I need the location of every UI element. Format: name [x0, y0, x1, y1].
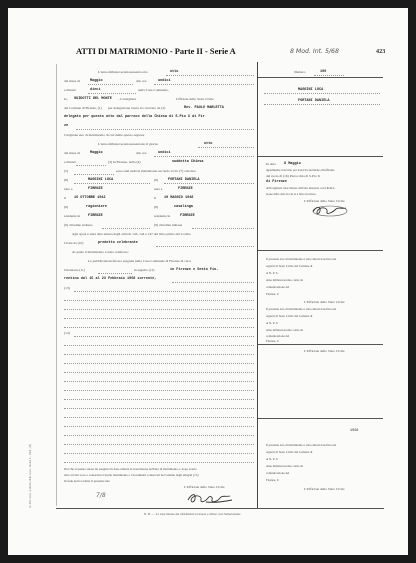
document-title: ATTI DI MATRIMONIO - Parte II - Serie A: [76, 47, 236, 56]
year-value: otto: [170, 70, 179, 74]
right-rule-4: [258, 418, 383, 419]
articles-text: Agli sposi è stata data lettura degli articoli 143, 144 e 147 del libro primo del Codice: [72, 232, 191, 236]
block3-line-6: Firenze, li: [266, 339, 279, 343]
bride-birthplace: FIRENZE: [178, 187, 193, 191]
right-rule-1: [258, 156, 383, 157]
minutes-label: e minuti: [64, 88, 76, 92]
right-signature: [310, 203, 350, 217]
block2-line-1: Il presente atto di matrimonio è stato altresì trascritto nei: [266, 257, 337, 261]
day-value: otto: [204, 142, 213, 146]
groom-name: MAGGINI LUCA: [88, 178, 114, 182]
right-line-3: del ruolo di (16) Parrocchia di S.Pio X: [266, 174, 321, 178]
left-margin-line: [56, 64, 57, 506]
right-line-5: zione delle data in cui si è fatto ricevuto.: [266, 192, 317, 196]
right-rule-3: [258, 344, 383, 345]
place-text: (3) in Firenze, nella (4): [108, 160, 141, 164]
block3-line-4: anno millenovecento come da: [266, 328, 304, 332]
hour-label: alle ore: [136, 79, 147, 83]
block3-line-3: al N. P. S.: [266, 321, 279, 325]
footer-line-2: letto ad alta voce e conosciuto l'esatto matrimonio e i documenti conservati nel volume degli allegati (15): [64, 473, 199, 477]
block2-signature-label: L'Ufficiale dello Stato Civile: [304, 300, 345, 304]
block4-line-4: anno millenovecento come da: [266, 464, 304, 468]
block3-signature-label: L'Ufficiale dello Stato Civile: [304, 349, 345, 353]
right-bride-name: FORTANI DANIELA: [298, 99, 330, 103]
right-signature-label: L'Ufficiale dello Stato Civile: [304, 199, 345, 203]
comune-text: del Comune di Firenze, (1): [64, 106, 102, 110]
rite-text: sono stati uniti in matrimonio secondo il rito (7) cattolico: [116, 169, 197, 173]
minutes-label-2: e minuti: [64, 160, 76, 164]
block2-line-5: comunicazione del: [266, 285, 290, 289]
handwritten-reference: 8 Mod. Int. 5/68: [290, 48, 339, 55]
publication-label: blicazione (11): [64, 268, 85, 272]
delegation-line: delegato per questo atto dal parroco della Chiesa di S.Pio X di Fir: [64, 115, 205, 119]
bride-prof-num: (8): [154, 205, 159, 209]
bride-residence: FIRENZE: [180, 214, 195, 218]
groom-prof-num: (8): [64, 205, 69, 209]
bottom-note: N. B. — La trascrizione dei riferimenti accessori e divise così l'annotazione: [144, 512, 241, 516]
officer-label: Io,: [64, 97, 68, 101]
officer-signature-label: L'Ufficiale dello Stato Civile: [184, 485, 225, 489]
right-groom-name: MAGGINI LUCA: [298, 88, 324, 92]
bride-num: (9): [154, 178, 159, 182]
month-value: Maggio: [90, 79, 103, 83]
groom-date-label: il: [64, 196, 66, 200]
officer-title: Ufficiale dello Stato Civile: [176, 97, 214, 101]
bride-citizen: (9) cittadina italiana: [154, 223, 183, 227]
officer-signature: [186, 491, 236, 505]
block4-line-1: Il presente atto di matrimonio è stato altresì trascritto nei: [266, 443, 337, 447]
publication-place: in Firenze e Sesto Fio-: [170, 268, 219, 272]
block4-line-6: Firenze, li: [266, 478, 279, 482]
note-13: (13): [64, 286, 70, 290]
groom-num: (8): [64, 178, 69, 182]
block2-line-4: anno millenovecento come da: [266, 278, 304, 282]
month-label-2: del mese di: [64, 151, 80, 155]
minutes-value: dieci: [90, 88, 101, 92]
right-line-2: ugualmente trascritto per trascrive notiziale all'ufficiale: [266, 168, 335, 172]
right-stamp-year: 1968: [350, 429, 359, 433]
right-rule-2: [258, 250, 383, 251]
right-date-value: 8 Maggio: [284, 162, 301, 166]
groom-residence: FIRENZE: [88, 214, 103, 218]
column-divider: [257, 62, 258, 508]
original-act-text: l'originale atto di matrimonio di cui ritalle questo segnare: [64, 133, 145, 137]
church-value: suddetta Chiesa: [172, 160, 204, 164]
groom-citizen: (9) cittadino italiano: [64, 223, 93, 227]
block3-line-5: comunicazione del: [266, 334, 290, 338]
bride-birthdate: 10 MAGGIO 1948: [164, 196, 194, 200]
delegation-line-cont: ze: [64, 124, 69, 128]
numero-label: Numero: [294, 70, 306, 74]
note-14: (14): [64, 331, 70, 335]
read-by-value: predetto celebrante: [98, 241, 138, 245]
bride-born-label: nata a: [154, 187, 163, 191]
hour-value-2: undici: [158, 151, 171, 155]
hour-value: undici: [158, 79, 171, 83]
bride-residence-label: residente in: [154, 214, 171, 218]
rite-num: (5): [64, 169, 69, 173]
intro-line-1: L'anno millenovecentosessanta otto: [98, 70, 148, 74]
officer-role: - Consigliere: [118, 97, 137, 101]
groom-profession: ragioniere: [86, 205, 108, 209]
block4-signature-label: L'Ufficiale dello Stato Civile: [304, 487, 345, 491]
block4-line-3: al N. P. S.: [266, 457, 279, 461]
block2-line-6: Firenze, li: [266, 292, 279, 296]
page-number: 423: [376, 48, 386, 55]
month-value-2: Maggio: [90, 151, 103, 155]
groom-birthdate: 16 OTTOBRE 1942: [74, 196, 106, 200]
groom-residence-label: residente in: [64, 214, 81, 218]
celebrated-text: Al quale il matrimonio è stato celebrato:: [72, 250, 129, 254]
bride-profession: casalinga: [174, 205, 193, 209]
right-line-3b: di Firenze: [266, 180, 288, 184]
margin-mark: 7/8: [96, 492, 106, 499]
hour-label-2: alle ore: [136, 151, 147, 155]
town-hall-text: nella Casa Comunale,: [138, 88, 169, 92]
priest-name: Rev. PAOLO MARLETTA: [184, 106, 224, 110]
intro-line-9: L'anno millenovecentosessantotto il giorno: [98, 142, 159, 146]
block4-line-2: registri di Stato Civile del Comune di: [266, 450, 313, 454]
bottom-rule: [56, 508, 384, 509]
printer-line: Ist. Pol. Stato - Libreria dello Stato - Roma 5 - 1968 - (P): [29, 444, 32, 508]
civil-code-text: Civile da (10): [64, 241, 84, 245]
right-header-rule: [258, 77, 383, 78]
footer-line-1: Del che si questo stesso ha eseguito in data odierna la trascrizione dell'atto di matrimonio e, dopo averlo: [64, 467, 197, 471]
block3-line-2: registri di Stato Civile del Comune di: [266, 314, 313, 318]
footer-line-3: In fede ne ho redatto il presente atto: [64, 479, 110, 483]
publication-dates: rentino dal 15 al 23 Febbraio 1968 corrente,: [64, 277, 157, 281]
numero-value: 100: [320, 70, 327, 74]
officer-name: GUIDOTTI DEL MONTE: [74, 97, 112, 101]
bride-name: FORTANI DANIELA: [168, 178, 200, 182]
month-label: del mese di: [64, 79, 80, 83]
publications-text: Le pubblicazioni furono eseguite nella Casa Comunale di Firenze di cui è: [88, 259, 191, 263]
bride-date-label: il: [154, 196, 156, 200]
groom-born-label: nato a: [64, 187, 73, 191]
marriage-certificate-page: [8, 8, 408, 555]
block3-line-1: Il presente atto di matrimonio è stato altresì trascritto nei: [266, 307, 337, 311]
right-date-label: In data: [266, 162, 276, 166]
publication-following: in seguito (12): [134, 268, 155, 272]
right-line-4: dell'originale trascrizione dell'atto intestato con l'indica-: [266, 186, 336, 190]
block4-line-5: comunicazione del: [266, 471, 290, 475]
block2-line-2: registri di Stato Civile del Comune di: [266, 264, 313, 268]
delegation-text: per delegazione avuta, ho ricevuto da (2): [108, 106, 166, 110]
block2-line-3: al N. P. S.: [266, 271, 279, 275]
groom-birthplace: FIRENZE: [88, 187, 103, 191]
